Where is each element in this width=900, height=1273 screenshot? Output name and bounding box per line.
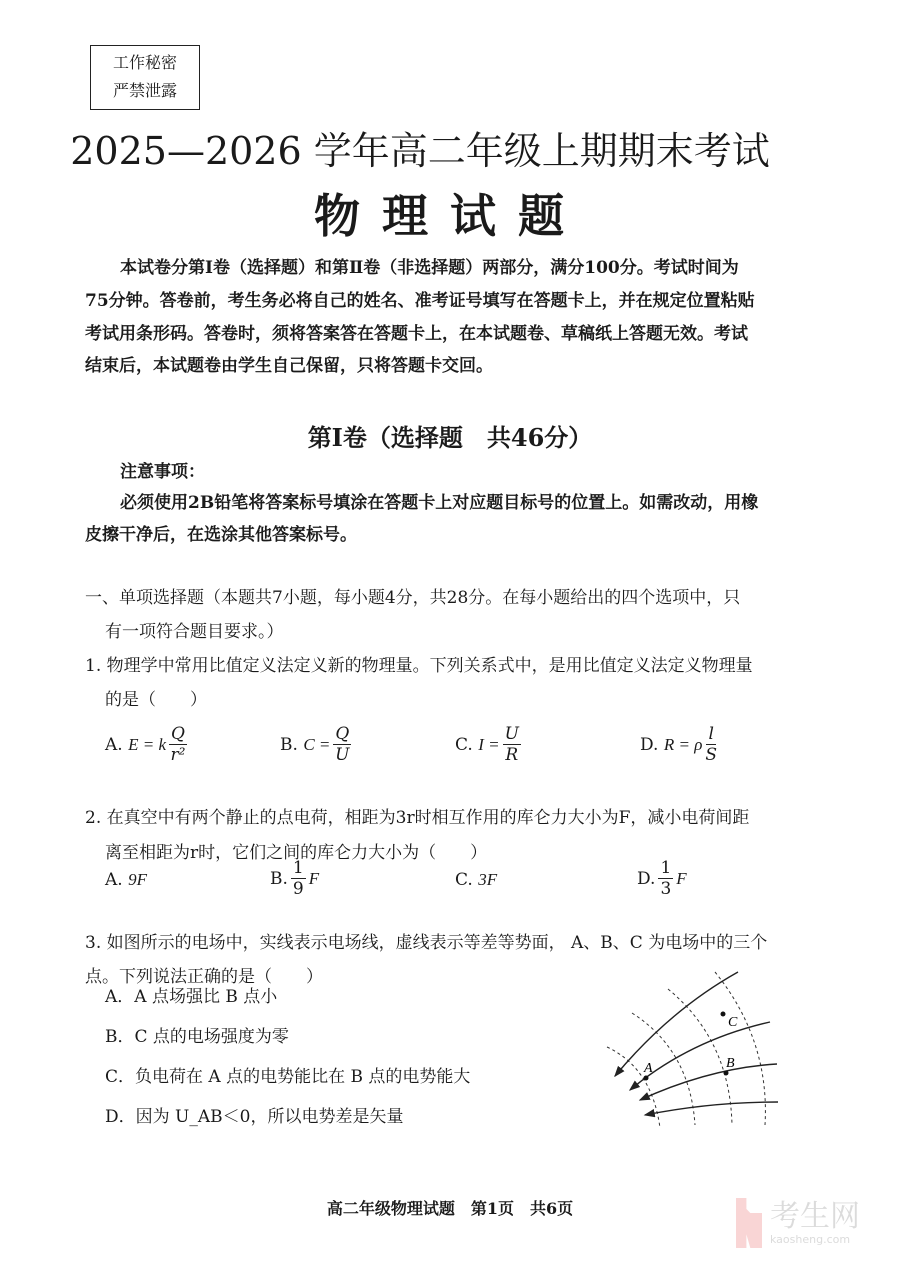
stamp-line-2: 严禁泄露 [112, 81, 177, 100]
notice-line: 皮擦干净后，在选涂其他答案标号。 [85, 525, 357, 545]
formula-lhs: I = [478, 734, 500, 754]
q3-option-a: A．A 点场强比 B 点小 [105, 987, 278, 1007]
fraction [658, 858, 673, 899]
intro-line: 75分钟。答卷前，考生务必将自己的姓名、准考证号填写在答题卡上，并在规定位置粘贴 [85, 291, 755, 311]
numerator: U [504, 724, 519, 744]
point-c [721, 1012, 726, 1017]
q1-option-c [455, 724, 524, 765]
question-3-text: 3. 如图所示的电场中，实线表示电场线，虚线表示等差等势面， A、B、C 为电场中的三个 [85, 933, 768, 953]
fraction [503, 724, 521, 765]
label-b: B [726, 1056, 735, 1071]
option-label: D. [640, 734, 659, 755]
formula-lhs: E = k [128, 734, 166, 754]
notice-label: 注意事项： [120, 462, 205, 482]
formula-rhs: F [676, 868, 687, 888]
watermark-cn: 考生网 [770, 1198, 860, 1234]
q1-option-b [280, 724, 354, 765]
option-label: C. [455, 734, 473, 755]
intro-line: 考试用条形码。答卷时，须将答案答在答题卡上，在本试题卷、草稿纸上答题无效。考试 [85, 324, 748, 344]
label-c: C [728, 1015, 738, 1030]
part-heading: 有一项符合题目要求。） [105, 622, 284, 642]
numerator: l [708, 724, 714, 744]
q1-option-d [640, 724, 720, 765]
denominator: r² [170, 745, 186, 765]
denominator: U [335, 745, 350, 765]
denominator: S [705, 745, 718, 765]
formula: 9F [128, 870, 147, 889]
numerator: Q [171, 724, 185, 744]
notice-line: 必须使用2B铅笔将答案标号填涂在答题卡上对应题目标号的位置上。如需改动，用橡 [120, 493, 759, 513]
option-label: C. [455, 870, 473, 890]
watermark [736, 1198, 860, 1248]
q2-option-b [270, 858, 319, 899]
fraction [333, 724, 351, 765]
label-a: A [644, 1061, 653, 1076]
question-1-text: 的是（ ） [105, 690, 207, 710]
question-2-text: 离至相距为r时，它们之间的库仑力大小为（ ） [105, 843, 488, 863]
watermark-en: kaosheng.com [770, 1232, 851, 1246]
numerator: 1 [292, 858, 304, 878]
exam-subtitle: 物理试题 [314, 189, 586, 243]
question-2-text: 2. 在真空中有两个静止的点电荷，相距为3r时相互作用的库仑力大小为F，减小电荷间距 [85, 808, 750, 828]
q1-option-a [105, 724, 190, 765]
fraction [291, 858, 306, 899]
formula-rhs: F [308, 868, 320, 888]
option-label: B. [280, 734, 298, 755]
intro-line: 本试卷分第Ⅰ卷（选择题）和第Ⅱ卷（非选择题）两部分，满分100分。考试时间为 [120, 258, 739, 278]
option-label: B. [270, 868, 288, 889]
field-line [630, 1022, 770, 1090]
q3-option-d: D．因为 U_AB＜0，所以电势差是矢量 [105, 1107, 404, 1127]
question-3-text: 点。下列说法正确的是（ ） [85, 967, 323, 987]
numerator: Q [335, 724, 350, 744]
q3-option-c: C．负电荷在 A 点的电势能比在 B 点的电势能大 [105, 1067, 471, 1087]
equipotential-lines [607, 972, 765, 1128]
confidential-stamp [90, 45, 200, 110]
page-footer: 高二年级物理试题 第1页 共6页 [326, 1199, 574, 1218]
option-label: A. [105, 870, 123, 890]
option-label: D. [637, 868, 656, 889]
field-line [615, 972, 738, 1076]
electric-field-figure [580, 960, 800, 1140]
field-lines [615, 972, 778, 1115]
stamp-line-1: 工作秘密 [112, 53, 177, 72]
option-label: A. [105, 734, 123, 755]
q2-option-c [455, 858, 497, 902]
formula-lhs: C = [303, 734, 331, 754]
part-heading: 一、单项选择题（本题共7小题，每小题4分，共28分。在每小题给出的四个选项中，只 [85, 588, 741, 608]
watermark-logo-icon [736, 1198, 762, 1248]
denominator: 9 [292, 879, 304, 899]
exam-title: 2025—2026 学年高二年级上期期末考试 [70, 129, 770, 173]
intro-line: 结束后，本试题卷由学生自己保留，只将答题卡交回。 [85, 356, 493, 376]
denominator: 3 [660, 879, 672, 899]
section-heading: 第Ⅰ卷（选择题 共46分） [307, 423, 593, 452]
q2-option-d [637, 858, 687, 899]
formula-lhs: R = ρ [663, 734, 703, 754]
fraction [169, 724, 187, 765]
q3-option-b: B．C 点的电场强度为零 [105, 1027, 289, 1047]
question-1-text: 1. 物理学中常用比值定义法定义新的物理量。下列关系式中，是用比值定义法定义物理量 [85, 656, 753, 676]
fraction [705, 724, 717, 765]
point-a [644, 1076, 649, 1081]
field-line [640, 1064, 777, 1100]
q2-option-a [105, 858, 147, 902]
formula: 3F [478, 870, 498, 889]
field-line [645, 1102, 778, 1115]
denominator: R [505, 745, 519, 765]
numerator: 1 [660, 858, 672, 878]
point-b [724, 1071, 729, 1076]
